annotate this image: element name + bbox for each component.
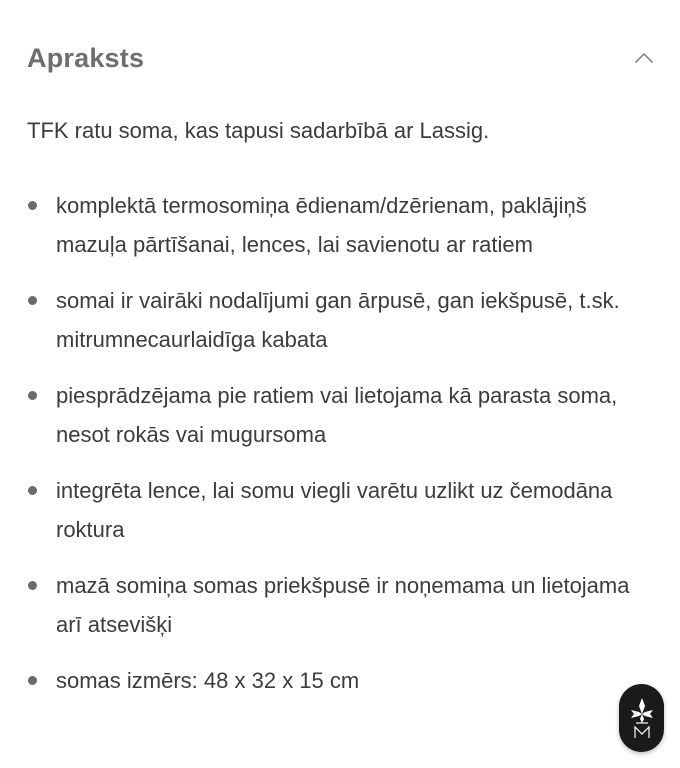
list-item [27,281,652,359]
accordion-title: Apraksts [27,42,145,73]
chevron-up-icon[interactable] [634,51,654,65]
list-item [27,661,652,700]
list-item [27,566,652,644]
feature-list [27,186,652,717]
bullet-dot [28,676,37,685]
list-item-text: komplektā termosomiņa ēdienam/dzērienam, paklājiņš mazuļa pārtīšanai, lences, lai savienotu ar ratiem [56,193,587,257]
description-intro: TFK ratu soma, kas tapusi sadarbībā ar Lassig. [27,118,490,143]
list-item [27,186,652,264]
accordion-header-description[interactable] [27,38,656,78]
list-item [27,376,652,454]
bullet-dot [28,201,37,210]
list-item-text: mazā somiņa somas priekšpusē ir noņemama un lietojama arī atsevišķi [56,573,630,637]
bullet-dot [28,581,37,590]
list-item-text: somas izmērs: 48 x 32 x 15 cm [56,668,360,693]
list-item-text: piesprādzējama pie ratiem vai lietojama kā parasta soma, nesot rokās vai mugursoma [56,383,618,447]
list-item-text: integrēta lence, lai somu viegli varētu uzlikt uz čemodāna roktura [56,478,613,542]
list-item [27,471,652,549]
brand-logo-icon [627,694,657,742]
bullet-dot [28,391,37,400]
list-item-text: somai ir vairāki nodalījumi gan ārpusē, gan iekšpusē, t.sk. mitrumnecaurlaidīga kabata [56,288,620,352]
floating-brand-button[interactable] [619,684,664,752]
bullet-dot [28,296,37,305]
bullet-dot [28,486,37,495]
